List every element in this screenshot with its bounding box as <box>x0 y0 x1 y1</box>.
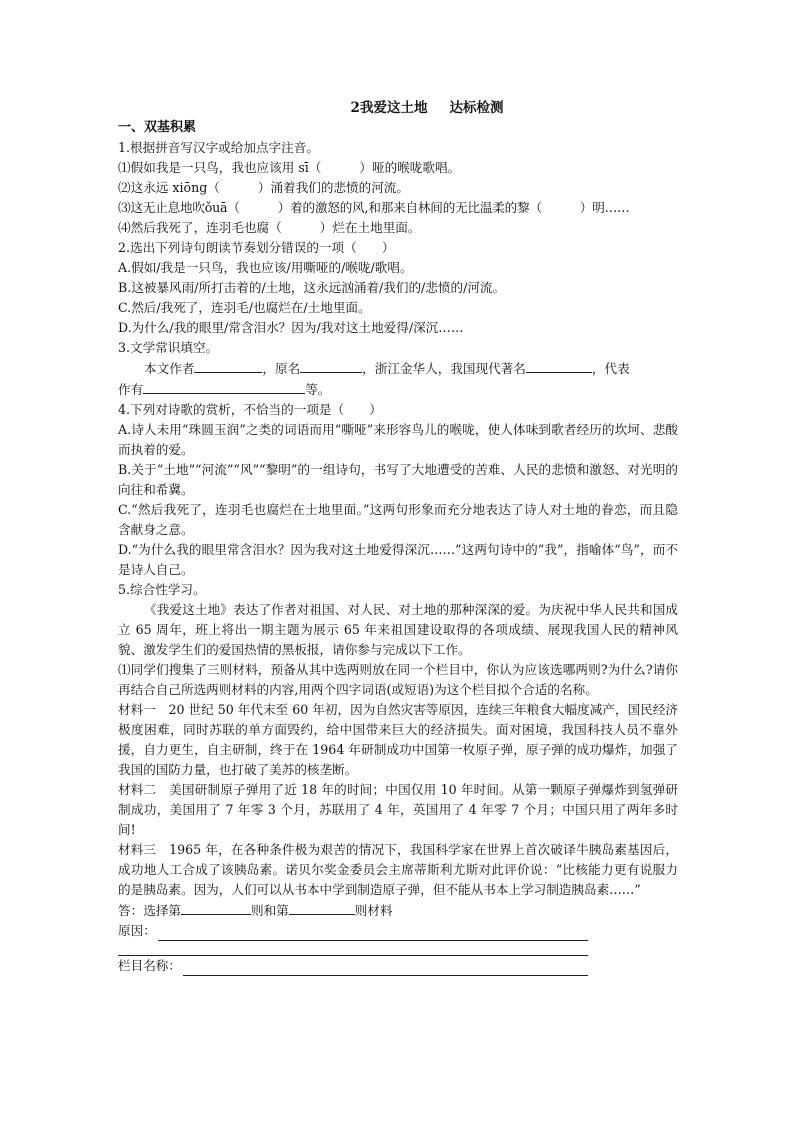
question-4: 4.下列对诗歌的赏析，不恰当的一项是（ ） <box>118 402 382 417</box>
column-name-blank[interactable] <box>183 960 588 976</box>
material-2: 材料二 美国研制原子弹用了近 18 年的时间；中国仅用 10 年时间。从第一颗原子弹爆炸到氢弹研制成功，美国用了 7 年零 3 个月，苏联用了 4 年，英国用了 4 年零 7 个月；中国只用了两年多时间! <box>118 782 678 837</box>
q1-item: ⑵这永远 xiōng（ ）涌着我们的悲愤的河流。 <box>118 180 409 195</box>
option: A.诗人未用“珠圆玉润”之类的词语而用“嘶哑”来形容鸟儿的喉咙，使人体味到歌者经历的坎坷、悲酸而执着的爱。 <box>118 422 678 457</box>
q1-item: ⑷然后我死了，连羽毛也腐（ ）烂在土地里面。 <box>118 220 421 235</box>
title-sub: 达标检测 <box>449 100 504 116</box>
fill-blank[interactable] <box>289 900 355 915</box>
question-2: 2.选出下列诗句朗读节奏划分错误的一项（ ） <box>118 240 395 255</box>
question-5: 5.综合性学习。 <box>118 582 206 597</box>
option: C.“然后我死了，连羽毛也腐烂在土地里面。”这两句形象而充分地表达了诗人对土地的眷恋，而且隐含献身之意。 <box>118 502 678 537</box>
option: C.然后/我死了，连羽毛/也腐烂在/土地里面。 <box>118 300 371 315</box>
question-1: 1.根据拼音写汉字或给加点字注音。 <box>118 140 319 155</box>
title-main: 2我爱这土地 <box>350 100 428 116</box>
section-heading: 一、双基积累 <box>118 120 197 135</box>
fill-blank[interactable] <box>526 358 592 373</box>
answer-line: 答：选择第 则和第 则材料 <box>118 900 678 921</box>
q5-subquestion: ⑴同学们搜集了三则材料，预备从其中选两则放在同一个栏目中，你认为应该选哪两则?为什么?请你再结合自己所选两则材料的内容,用两个四字词语(或短语)为这个栏目拟个合适的名称。 <box>118 662 678 697</box>
q3-line: 本文作者 ，原名 ，浙江金华人，我国现代著名 ，代表 <box>118 358 678 379</box>
q1-item: ⑴假如我是一只鸟，我也应该用 sī（ ）哑的喉咙歌唱。 <box>118 160 461 175</box>
option: A.假如/我是一只鸟，我也应该/用嘶哑的/喉咙/歌唱。 <box>118 260 413 275</box>
worksheet-page <box>118 98 678 976</box>
fill-blank[interactable] <box>181 900 251 915</box>
reason-line: 原因： <box>118 921 588 941</box>
material-1: 材料一 20 世纪 50 年代末至 60 年初，因为自然灾害等原因，连续三年粮食大幅度减产，国民经济极度困难，同时苏联的单方面毁约，给中国带来巨大的经济损失。面对困境，我国科技人员不靠外援，自力更生，自主研制，终于在 1964 年研制成功中国第一枚原子弹，原子弹的成功爆炸，加强了我国的国防力量，也打破了美苏的核垄断。 <box>118 702 678 777</box>
reason-blank-2[interactable] <box>118 941 588 956</box>
option: B.关于“土地”“河流”“风”“黎明”的一组诗句，书写了大地遭受的苦难、人民的悲愤和激怒、对光明的向往和希冀。 <box>118 462 678 497</box>
fill-blank[interactable] <box>194 358 262 373</box>
column-name-line: 栏目名称： <box>118 956 588 976</box>
fill-blank[interactable] <box>300 358 362 373</box>
material-3: 材料三 1965 年，在各种条件极为艰苦的情况下，我国科学家在世界上首次破译牛胰岛素基因后，成功地人工合成了该胰岛素。诺贝尔奖金委员会主席蒂斯利尤斯对此评价说：“比核能力更有说服力的是胰岛素。因为，人们可以从书本中学到制造原子弹，但不能从书本上学习制造胰岛素……” <box>118 842 678 897</box>
question-3: 3.文学常识填空。 <box>118 340 219 355</box>
option: D.“为什么我的眼里常含泪水？因为我对这土地爱得深沉……”这两句诗中的“我”，指喻体“鸟”，而不是诗人自己。 <box>118 542 678 577</box>
page-title <box>118 98 678 118</box>
q3-line: 作有 等。 <box>118 379 678 400</box>
reason-blank[interactable] <box>158 925 588 941</box>
q5-intro: 《我爱这土地》表达了作者对祖国、对人民、对土地的那种深深的爱。为庆祝中华人民共和国成立 65 周年，班上将出一期主题为展示 65 年来祖国建设取得的各项成绩、展现我国人民的精神风貌、激发学生们的爱国热情的黑板报，请你参与完成以下工作。 <box>118 602 678 657</box>
q1-item: ⑶这无止息地吹ǒuā（ ）着的激怒的风,和那来自林间的无比温柔的黎（ ）明…… <box>118 200 630 215</box>
option: B.这被暴风雨/所打击着的/土地，这永远汹涌着/我们的/悲愤的/河流。 <box>118 280 506 295</box>
fill-blank[interactable] <box>143 379 305 394</box>
option: D.为什么/我的眼里/常含泪水？因为/我对这土地爱得/深沉…… <box>118 320 464 335</box>
